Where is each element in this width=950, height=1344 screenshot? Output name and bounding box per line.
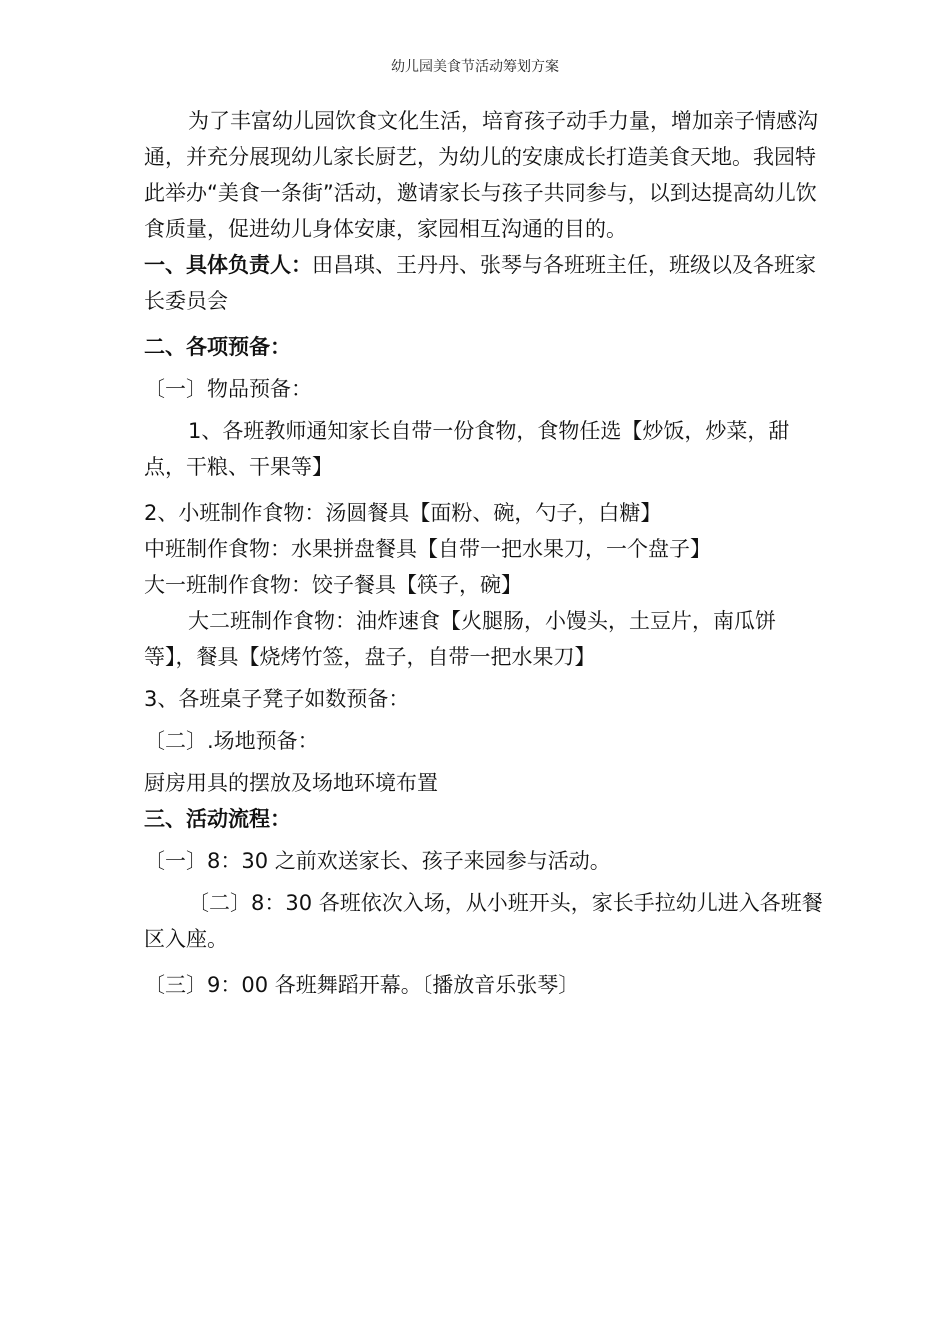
section-2-item-1: 1、各班教师通知家长自带一份食物，食物任选【炒饭，炒菜，甜点，干粮、干果等】	[144, 419, 790, 479]
section-2-item-3: 3、各班桌子凳子如数预备：	[144, 687, 410, 711]
document-body	[144, 103, 824, 1003]
section-2-item-2b: 中班制作食物：水果拼盘餐具【自带一把水果刀，一个盘子】	[144, 537, 711, 561]
section-2-heading: 二、各项预备：	[144, 335, 291, 359]
section-2-sub-1: 〔一〕物品预备：	[144, 377, 312, 401]
section-3-step-1: 〔一〕8：30 之前欢送家长、孩子来园参与活动。	[144, 849, 611, 873]
section-2-sub-2: 〔二〕.场地预备：	[144, 729, 319, 753]
section-3-step-2: 〔二〕8：30 各班依次入场，从小班开头，家长手拉幼儿进入各班餐区入座。	[144, 891, 823, 951]
section-1-label: 一、具体负责人：	[144, 253, 312, 277]
section-2-item-2: 2、小班制作食物：汤圆餐具【面粉、碗，勺子，白糖】	[144, 501, 662, 525]
section-1-paragraph	[144, 247, 824, 319]
intro-paragraph: 为了丰富幼儿园饮食文化生活，培育孩子动手力量，增加亲子情感沟通，并充分展现幼儿家长厨艺，为幼儿的安康成长打造美食天地。我园特此举办“美食一条街”活动，邀请家长与孩子共同参与，以到达提高幼儿饮食质量，促进幼儿身体安康，家园相互沟通的目的。	[144, 109, 818, 241]
section-2-item-2c: 大一班制作食物：饺子餐具【筷子，碗】	[144, 573, 522, 597]
section-1-text: 田昌琪、王丹丹、张琴与各班班主任，班级以及各班家长委员会	[144, 253, 816, 313]
section-2-item-2d: 大二班制作食物：油炸速食【火腿肠，小馒头，土豆片，南瓜饼等】，餐具【烧烤竹签，盘子，自带一把水果刀】	[144, 609, 776, 669]
section-3-heading: 三、活动流程：	[144, 807, 291, 831]
section-3-step-3: 〔三〕9：00 各班舞蹈开幕。〔播放音乐张琴〕	[144, 973, 580, 997]
section-2-sub-2-text: 厨房用具的摆放及场地环境布置	[144, 771, 438, 795]
page-header-title: 幼儿园美食节活动筹划方案	[391, 59, 559, 75]
